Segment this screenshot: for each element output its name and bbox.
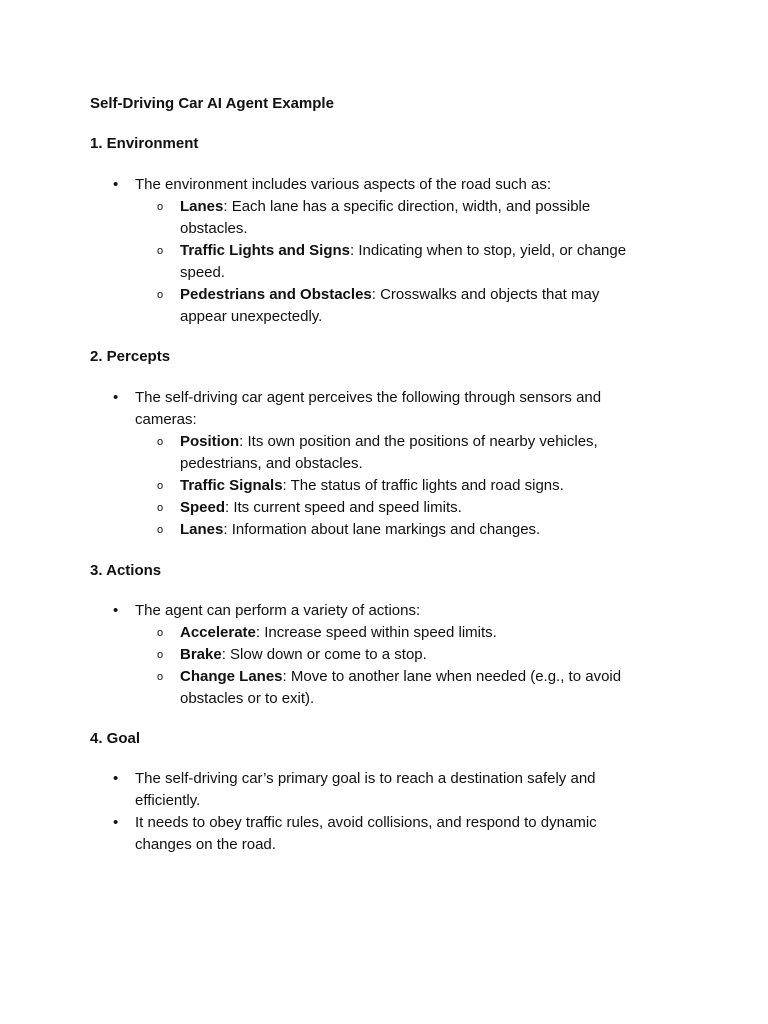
circle-bullet-icon: o — [157, 671, 164, 683]
circle-bullet-icon: o — [157, 524, 164, 536]
list-item — [0, 174, 650, 328]
sub-list-item — [157, 666, 650, 710]
sub-list-item — [157, 431, 650, 475]
percepts-sub-list — [135, 431, 650, 541]
circle-bullet-icon: o — [157, 436, 164, 448]
term-description: : Crosswalks and objects that may appear unexpectedly. — [180, 286, 600, 325]
term-label: Traffic Lights and Signs — [180, 242, 351, 259]
term-description: : Its own position and the positions of nearby vehicles, pedestrians, and obstacles. — [180, 433, 598, 472]
sub-list-item — [157, 519, 650, 541]
term-description: : Indicating when to stop, yield, or change speed. — [180, 242, 627, 281]
bullet-icon: • — [113, 176, 119, 193]
sub-list-item — [157, 284, 650, 328]
term-description: : Information about lane markings and changes. — [223, 521, 541, 538]
bullet-text: The self-driving car’s primary goal is to reach a destination safely and efficiently. — [135, 770, 596, 809]
section-heading-environment: 1. Environment — [90, 135, 199, 152]
term-label: Lanes — [180, 198, 224, 215]
document-title: Self-Driving Car AI Agent Example — [90, 95, 334, 112]
term-label: Pedestrians and Obstacles — [180, 286, 372, 303]
circle-bullet-icon: o — [157, 245, 164, 257]
circle-bullet-icon: o — [157, 289, 164, 301]
environment-bullet-list — [0, 174, 768, 328]
section-heading-percepts: 2. Percepts — [90, 348, 171, 365]
sub-list-item — [157, 644, 650, 666]
section-heading-actions: 3. Actions — [90, 562, 162, 579]
bullet-icon: • — [113, 389, 119, 406]
circle-bullet-icon: o — [157, 480, 164, 492]
term-label: Brake — [180, 646, 222, 663]
list-item — [0, 387, 650, 541]
list-item — [0, 768, 650, 812]
bullet-text: The self-driving car agent perceives the following through sensors and cameras: — [135, 389, 602, 428]
circle-bullet-icon: o — [157, 649, 164, 661]
sub-list-item — [157, 240, 650, 284]
actions-bullet-list — [0, 600, 768, 710]
bullet-text: The environment includes various aspects of the road such as: — [135, 176, 552, 193]
term-label: Speed — [180, 499, 226, 516]
term-description: : Slow down or come to a stop. — [221, 646, 427, 663]
list-item — [0, 600, 650, 710]
term-description: : Its current speed and speed limits. — [225, 499, 462, 516]
bullet-icon: • — [113, 602, 119, 619]
sub-list-item — [157, 497, 650, 519]
term-label: Traffic Signals — [180, 477, 283, 494]
environment-sub-list — [135, 196, 650, 328]
term-label: Position — [180, 433, 240, 450]
section-heading-goal: 4. Goal — [90, 730, 141, 747]
circle-bullet-icon: o — [157, 502, 164, 514]
term-description: : Move to another lane when needed (e.g., to avoid obstacles or to exit). — [180, 668, 622, 707]
term-description: : The status of traffic lights and road signs. — [282, 477, 564, 494]
term-description: : Increase speed within speed limits. — [255, 624, 497, 641]
list-item — [0, 812, 650, 856]
percepts-bullet-list — [0, 387, 768, 541]
bullet-text: It needs to obey traffic rules, avoid collisions, and respond to dynamic changes on the road. — [135, 814, 597, 853]
bullet-text: The agent can perform a variety of actions: — [135, 602, 421, 619]
term-label: Lanes — [180, 521, 224, 538]
sub-list-item — [157, 475, 650, 497]
term-description: : Each lane has a specific direction, width, and possible obstacles. — [180, 198, 591, 237]
term-label: Change Lanes — [180, 668, 283, 685]
circle-bullet-icon: o — [157, 201, 164, 213]
bullet-icon: • — [113, 814, 119, 831]
term-label: Accelerate — [180, 624, 256, 641]
goal-bullet-list — [0, 768, 768, 856]
bullet-icon: • — [113, 770, 119, 787]
sub-list-item — [157, 196, 650, 240]
circle-bullet-icon: o — [157, 627, 164, 639]
actions-sub-list — [135, 622, 650, 710]
sub-list-item — [157, 622, 650, 644]
